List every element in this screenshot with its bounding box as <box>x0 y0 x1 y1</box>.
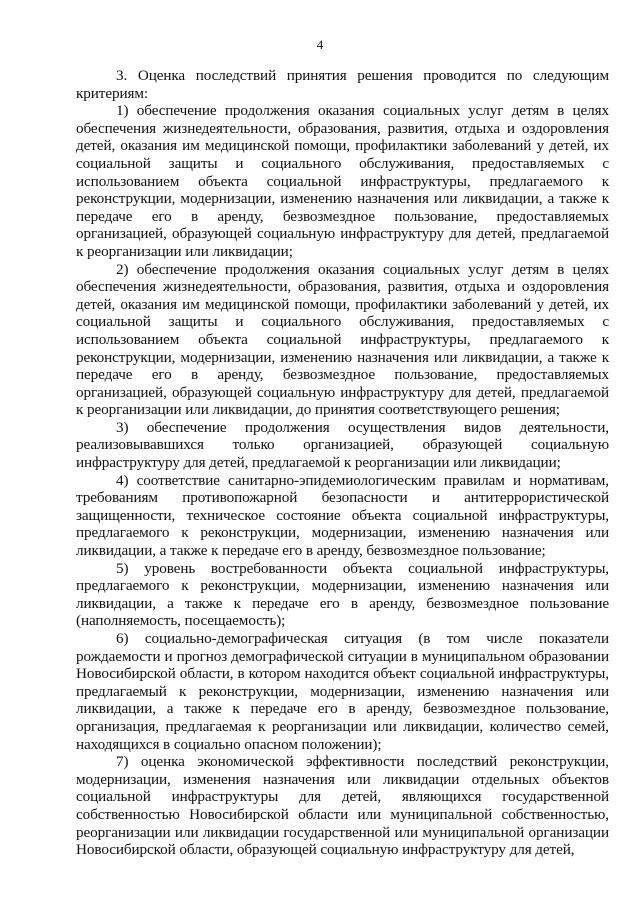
paragraph-criterion-1: 1) обеспечение продолжения оказания социальных услуг детям в целях обеспечения жизнедеятельности, образования, развития, отдыха и оздоровления детей, оказания им медицинской помощи, профилактики заболеваний у детей, их социальной защиты и социального обслуживания, предоставляемых с использованием объекта социальной инфраструктуры, предлагаемого к реконструкции, модернизации, изменению назначения или ликвидации, а также к передаче его в аренду, безвозмездное пользование, предоставляемых организацией, образующей социальную инфраструктуру для детей, предлагаемой к реорганизации или ликвидации; <box>76 102 609 260</box>
paragraph-criterion-5: 5) уровень востребованности объекта социальной инфраструктуры, предлагаемого к реконструкции, модернизации, изменению назначения или ликвидации, а также к передаче его в аренду, безвозмездное пользование (наполняемость, посещаемость); <box>76 559 609 630</box>
paragraph-criterion-2: 2) обеспечение продолжения оказания социальных услуг детям в целях обеспечения жизнедеятельности, образования, развития, отдыха и оздоровления детей, оказания им медицинской помощи, профилактики заболеваний у детей, их социальной защиты и социального обслуживания, предоставляемых с использованием объекта социальной инфраструктуры, предлагаемого к реконструкции, модернизации, изменению назначения или ликвидации, а также к передаче его в аренду, безвозмездное пользование, предоставляемых организацией, образующей социальную инфраструктуру для детей, предлагаемой к реорганизации или ликвидации, до принятия соответствующего решения; <box>76 260 609 419</box>
paragraph-criterion-7: 7) оценка экономической эффективности последствий реконструкции, модернизации, изменения назначения или ликвидации отдельных объектов социальной инфраструктуры для детей, являющихся государственной собственностью Новосибирской области или муниципальной собственностью, реорганизации или ликвидации государственной или муниципальной организации Новосибирской области, образующей социальную инфраструктуру для детей, <box>76 753 609 859</box>
paragraph-criterion-4: 4) соответствие санитарно-эпидемиологическим правилам и нормативам, требованиям противопожарной безопасности и антитеррористической защищенности, техническое состояние объекта социальной инфраструктуры, предлагаемого к реконструкции, модернизации, изменению назначения или ликвидации, а также к передаче его в аренду, безвозмездное пользование; <box>76 471 609 560</box>
page-number: 4 <box>316 37 324 52</box>
document-body <box>76 67 609 859</box>
paragraph-criteria-intro: 3. Оценка последствий принятия решения проводится по следующим критериям: <box>76 67 609 102</box>
paragraph-criterion-3: 3) обеспечение продолжения осуществления видов деятельности, реализовывавшихся только организацией, образующей социальную инфраструктуру для детей, предлагаемой к реорганизации или ликвидации; <box>76 418 609 472</box>
paragraph-criterion-6: 6) социально-демографическая ситуация (в том числе показатели рождаемости и прогноз демографической ситуации в муниципальном образовании Новосибирской области, в котором находится объект социальной инфраструктуры, предлагаемый к реконструкции, модернизации, изменению назначения или ликвидации, а также к передаче его в аренду, безвозмездное пользование, организация, предлагаемая к реорганизации или ликвидации, количество семей, находящихся в социально опасном положении); <box>76 630 609 753</box>
